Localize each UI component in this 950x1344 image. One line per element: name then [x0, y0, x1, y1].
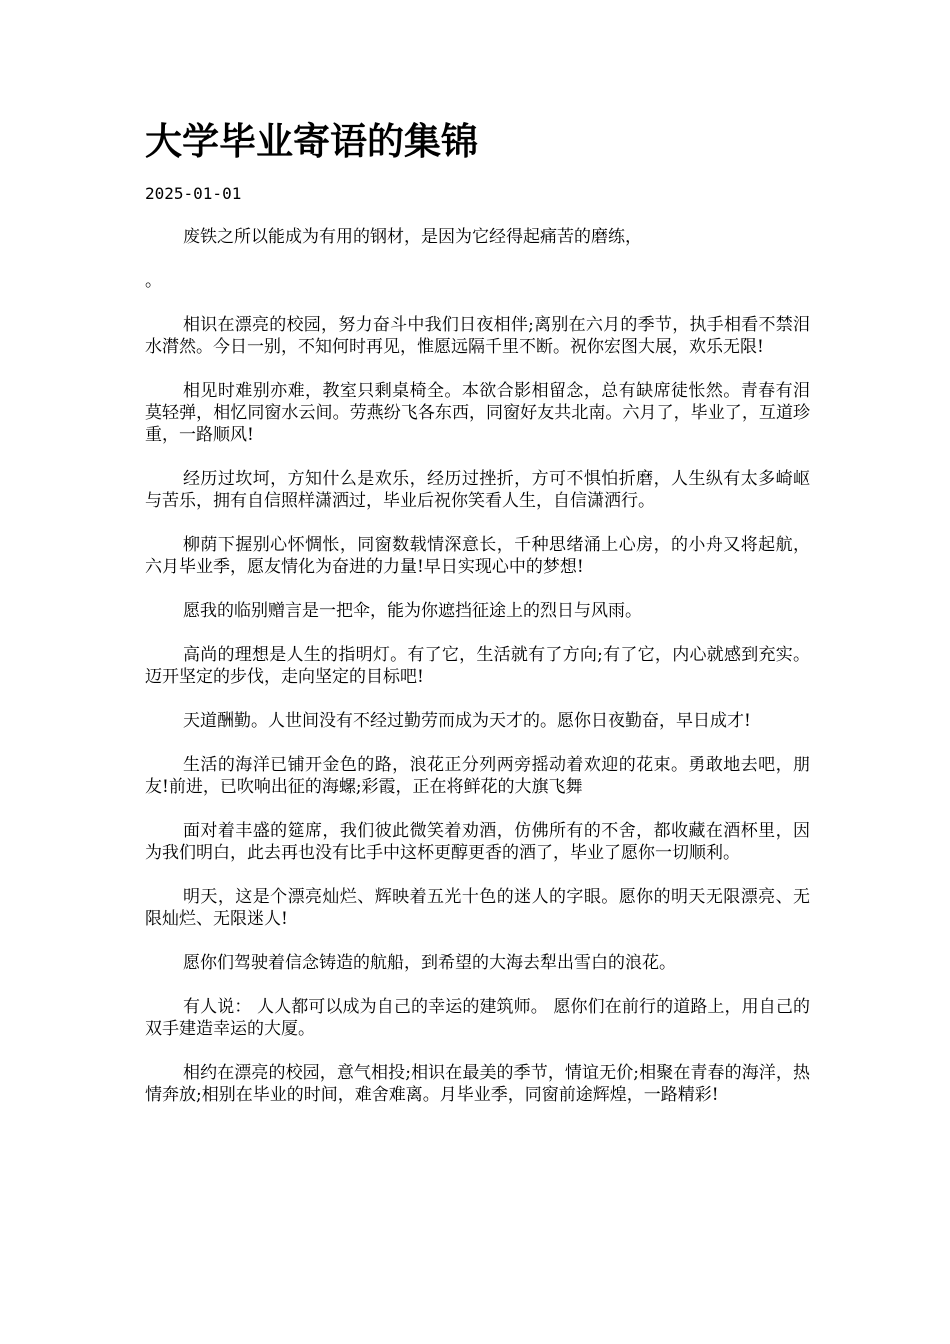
paragraph: 废铁之所以能成为有用的钢材，是因为它经得起痛苦的磨练， — [183, 227, 642, 247]
paragraph: 生活的海洋已铺开金色的路，浪花正分列两旁摇动着欢迎的花束。勇敢地去吧，朋友!前进，已吹响出征的海螺;彩霞，正在将鲜花的大旗飞舞 — [145, 755, 810, 797]
paragraph: 高尚的理想是人生的指明灯。有了它，生活就有了方向;有了它，内心就感到充实。迈开坚定的步伐，走向坚定的目标吧! — [145, 645, 810, 687]
paragraph: 相见时难别亦难，教室只剩桌椅全。本欲合影相留念，总有缺席徒怅然。青春有泪莫轻弹，相忆同窗水云间。劳燕纷飞各东西，同窗好友共北南。六月了，毕业了，互道珍重，一路顺风! — [145, 381, 810, 445]
paragraph: 。 — [145, 271, 162, 291]
paragraph: 相识在漂亮的校园，努力奋斗中我们日夜相伴;离别在六月的季节，执手相看不禁泪水潸然。今日一别，不知何时再见，惟愿远隔千里不断。祝你宏图大展，欢乐无限! — [145, 315, 810, 357]
paragraph: 愿我的临别赠言是一把伞，能为你遮挡征途上的烈日与风雨。 — [183, 601, 642, 621]
paragraph: 有人说： 人人都可以成为自己的幸运的建筑师。 愿你们在前行的道路上，用自己的双手建造幸运的大厦。 — [145, 997, 810, 1039]
paragraph: 天道酬勤。人世间没有不经过勤劳而成为天才的。愿你日夜勤奋，早日成才! — [183, 711, 751, 731]
document-date: 2025-01-01 — [145, 184, 242, 203]
document-title: 大学毕业寄语的集锦 — [145, 120, 478, 163]
paragraph: 相约在漂亮的校园，意气相投;相识在最美的季节，情谊无价;相聚在青春的海洋，热情奔放;相别在毕业的时间，难舍难离。月毕业季，同窗前途辉煌，一路精彩! — [145, 1063, 810, 1105]
paragraph: 经历过坎坷，方知什么是欢乐，经历过挫折，方可不惧怕折磨，人生纵有太多崎岖与苦乐，拥有自信照样潇洒过，毕业后祝你笑看人生，自信潇洒行。 — [145, 469, 810, 511]
document-body — [145, 226, 810, 1128]
paragraph: 愿你们驾驶着信念铸造的航船，到希望的大海去犁出雪白的浪花。 — [183, 953, 676, 973]
paragraph: 柳荫下握别心怀惆怅，同窗数载情深意长，千种思绪涌上心房，的小舟又将起航，六月毕业季，愿友情化为奋进的力量!早日实现心中的梦想! — [145, 535, 810, 577]
paragraph: 明天，这是个漂亮灿烂、辉映着五光十色的迷人的字眼。愿你的明天无限漂亮、无限灿烂、无限迷人! — [145, 887, 810, 929]
paragraph: 面对着丰盛的筵席，我们彼此微笑着劝酒，仿佛所有的不舍，都收藏在酒杯里，因为我们明白，此去再也没有比手中这杯更醇更香的酒了，毕业了愿你一切顺利。 — [145, 821, 810, 863]
